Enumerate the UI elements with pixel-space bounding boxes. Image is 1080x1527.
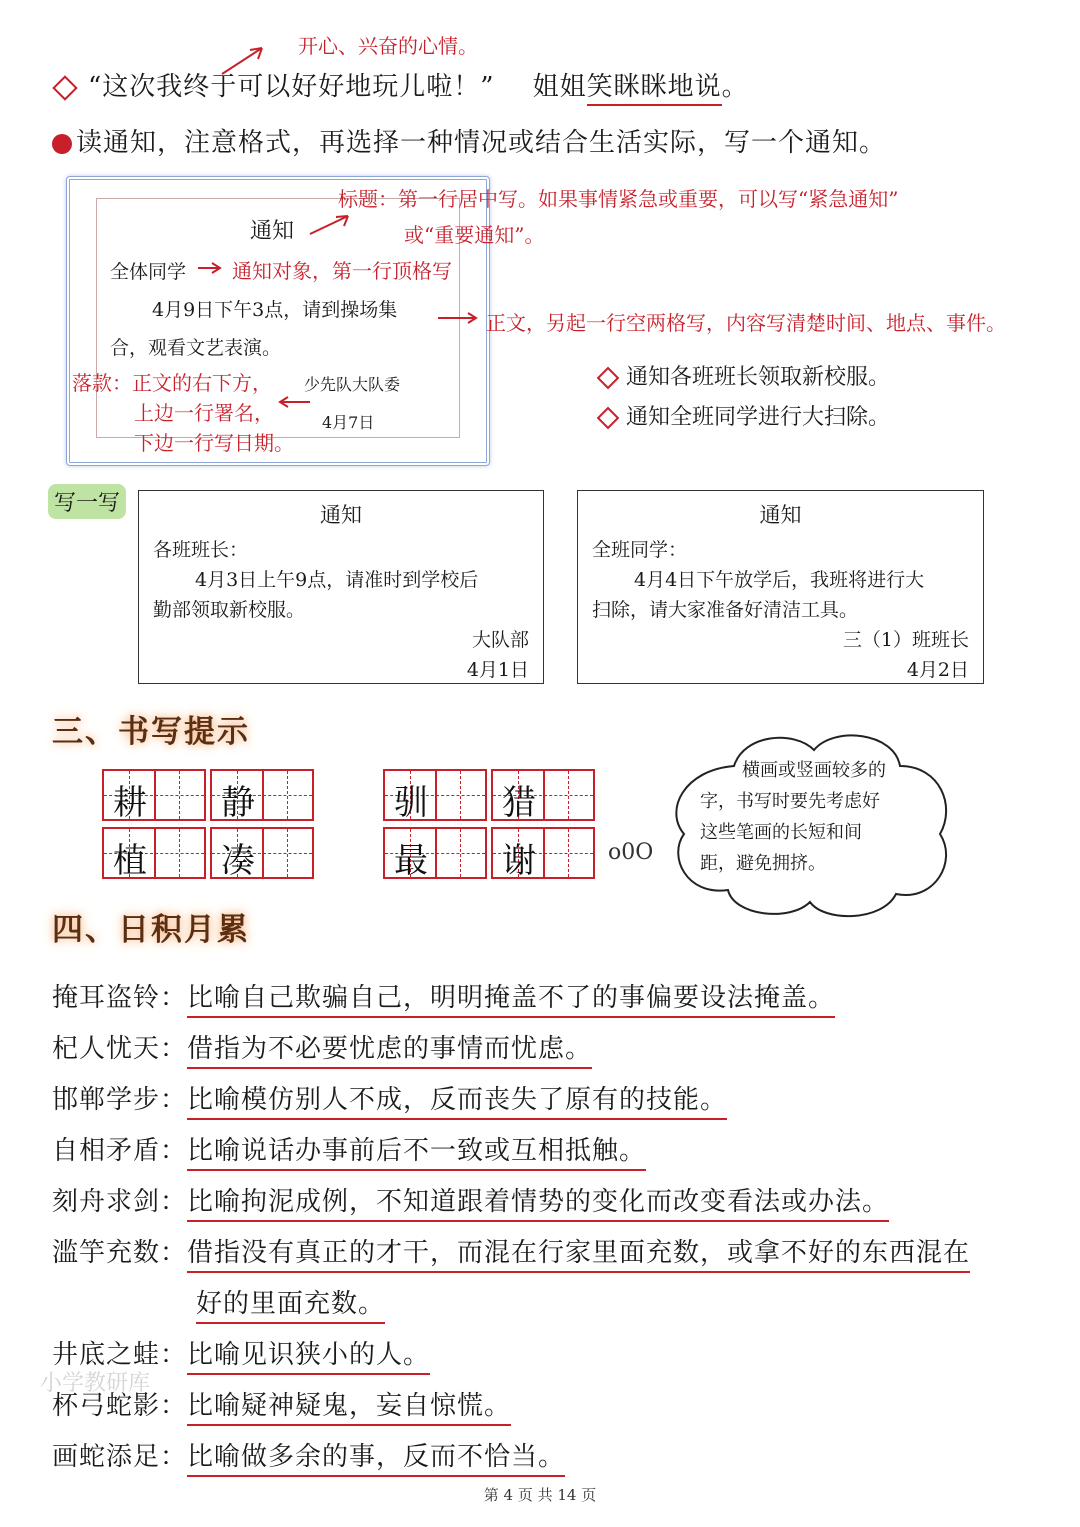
speaker-underlined: 笑眯眯地说 [587, 72, 722, 106]
sample-signer: 少先队大队委 [304, 375, 401, 394]
diamond-bullet-icon [597, 367, 620, 390]
option-2-text: 通知全班同学进行大扫除。 [626, 405, 891, 430]
notice-2-signer: 三（1）班班长 [842, 629, 969, 651]
idiom-definition: 比喻疑神疑鬼，妄自惊慌。 [187, 1391, 511, 1426]
char-grid-cell [491, 827, 595, 879]
practice-char: 猎 [502, 783, 536, 823]
body-annotation: 正文，另起一行空两格写，内容写清楚时间、地点、事件。 [486, 311, 1006, 335]
notice-2-body-1: 4月4日下午放学后，我班将进行大 [634, 569, 925, 591]
addressee-annotation: 通知对象，第一行顶格写 [232, 259, 452, 283]
sample-body-2: 合，观看文艺表演。 [110, 337, 282, 359]
notice-1-body-2: 勤部领取新校服。 [153, 599, 306, 621]
option-1 [600, 360, 890, 391]
idiom-term: 杯弓蛇影： [52, 1391, 188, 1421]
sign-annotation-1: 落款：正文的右下方， [72, 371, 272, 395]
notice-1-signer: 大队部 [471, 629, 529, 651]
tip-line-4: 距，避免拥挤。 [700, 853, 826, 874]
tip-line-2: 字，书写时要先考虑好 [700, 791, 880, 812]
idiom-row [52, 1181, 889, 1218]
practice-char: 最 [394, 841, 428, 881]
idiom-row [52, 977, 835, 1014]
idiom-definition: 借指没有真正的才干，而混在行家里面充数，或拿不好的东西混在 [187, 1238, 970, 1273]
notice-2-body-2: 扫除，请大家准备好清洁工具。 [592, 599, 859, 621]
idiom-row [52, 1436, 565, 1473]
thought-bubbles: o0O [608, 840, 654, 865]
sample-title: 通知 [250, 219, 295, 244]
write-label: 写一写 [48, 484, 126, 519]
notice-2-date: 4月2日 [906, 659, 969, 681]
page-footer: 第 4 页 共 14 页 [483, 1486, 597, 1504]
quote-line [56, 66, 749, 103]
tip-line-1: 横画或竖画较多的 [742, 760, 886, 781]
idiom-term: 杞人忧天： [52, 1034, 188, 1064]
sample-addressee: 全体同学 [110, 261, 187, 283]
idiom-definition: 借指为不必要忧虑的事情而忧虑。 [187, 1034, 592, 1069]
idiom-term: 自相矛盾： [52, 1136, 188, 1166]
idiom-row [52, 1130, 646, 1167]
quote-text: “这次我终于可以好好地玩儿啦！” [88, 72, 495, 102]
practice-char: 谢 [502, 841, 536, 881]
notice-1-date: 4月1日 [466, 659, 529, 681]
idiom-row [52, 1028, 592, 1065]
sign-annotation-2: 上边一行署名， [134, 401, 274, 425]
idiom-row [52, 1079, 727, 1116]
emotion-annotation: 开心、兴奋的心情。 [298, 34, 478, 58]
addressee-arrow-icon [196, 260, 224, 276]
idiom-row [52, 1232, 970, 1269]
char-grid-cell [383, 769, 487, 821]
notice-box-1 [138, 490, 544, 684]
idiom-term: 掩耳盗铃： [52, 983, 188, 1013]
speaker-text: 姐姐 [532, 72, 587, 102]
idiom-term: 刻舟求剑： [52, 1187, 188, 1217]
diamond-bullet-icon [597, 407, 620, 430]
title-annotation-2: 或“重要通知”。 [404, 223, 545, 247]
title-annotation-1: 标题：第一行居中写。如果事情紧急或重要，可以写“紧急通知” [338, 187, 899, 211]
char-grid-cell [210, 827, 314, 879]
idiom-definition: 比喻做多余的事，反而不恰当。 [187, 1442, 565, 1477]
diamond-bullet-icon [52, 75, 77, 100]
tip-line-3: 这些笔画的长短和间 [700, 822, 862, 843]
instruction-text: 读通知，注意格式，再选择一种情况或结合生活实际，写一个通知。 [76, 128, 887, 158]
char-grid-cell [210, 769, 314, 821]
idiom-term: 画蛇添足： [52, 1442, 188, 1472]
idiom-term: 井底之蛙： [52, 1340, 188, 1370]
practice-char: 驯 [394, 783, 428, 823]
title-arrow-icon [306, 210, 354, 238]
sign-arrow-icon [276, 394, 312, 410]
char-grid-cell [102, 827, 206, 879]
read-seal-icon [52, 134, 72, 154]
instruction-line [52, 122, 886, 159]
practice-char: 凑 [221, 841, 255, 881]
body-arrow-icon [436, 310, 480, 326]
idiom-row-continued [196, 1283, 385, 1320]
idiom-definition: 好的里面充数。 [196, 1289, 385, 1324]
notice-1-body-1: 4月3日上午9点，请准时到学校后 [195, 569, 479, 591]
practice-char: 静 [221, 783, 255, 823]
idiom-definition: 比喻见识狭小的人。 [187, 1340, 430, 1375]
sample-body-1: 4月9日下午3点，请到操场集 [152, 299, 398, 321]
idiom-definition: 比喻模仿别人不成，反而丧失了原有的技能。 [187, 1085, 727, 1120]
char-grid-cell [383, 827, 487, 879]
watermark-text: 小学教研库 [40, 1371, 151, 1396]
idiom-definition: 比喻拘泥成例，不知道跟着情势的变化而改变看法或办法。 [187, 1187, 889, 1222]
idiom-definition: 比喻自己欺骗自己，明明掩盖不了的事偏要设法掩盖。 [187, 983, 835, 1018]
idiom-term: 滥竽充数： [52, 1238, 188, 1268]
sign-annotation-3: 下边一行写日期。 [134, 431, 294, 455]
option-2 [600, 400, 890, 431]
practice-char: 植 [113, 841, 147, 881]
section-3-heading: 三、书写提示 [52, 714, 250, 750]
notice-1-title: 通知 [320, 503, 362, 527]
idiom-term: 邯郸学步： [52, 1085, 188, 1115]
sample-date: 4月7日 [322, 413, 375, 432]
notice-1-addressee: 各班班长： [153, 539, 249, 561]
option-1-text: 通知各班班长领取新校服。 [626, 365, 891, 390]
char-grid-cell [102, 769, 206, 821]
char-grid-cell [491, 769, 595, 821]
notice-box-2 [577, 490, 984, 684]
notice-2-addressee: 全班同学： [592, 539, 688, 561]
notice-2-title: 通知 [759, 503, 802, 527]
section-4-heading: 四、日积月累 [52, 912, 250, 948]
idiom-definition: 比喻说话办事前后不一致或互相抵触。 [187, 1136, 646, 1171]
practice-char: 耕 [113, 783, 147, 823]
speaker-period: 。 [721, 72, 749, 102]
